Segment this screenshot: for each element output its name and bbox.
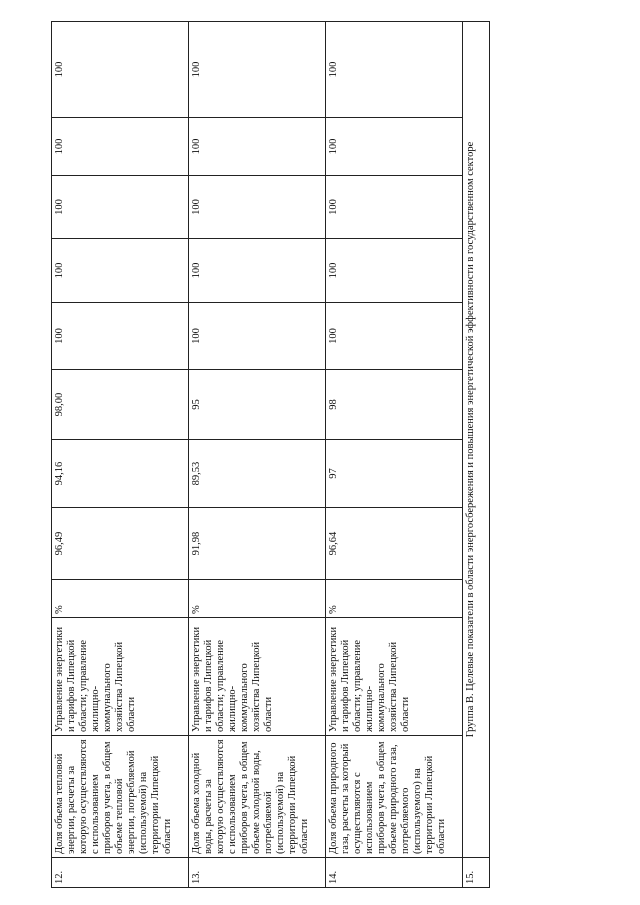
value-cell: 96,49 (52, 508, 189, 580)
row-number: 12. (52, 858, 189, 888)
row-number: 15. (463, 858, 490, 888)
rotated-table-page (51, 22, 489, 888)
value-cell: 100 (189, 22, 326, 118)
table-row (189, 22, 326, 888)
responsible-body: Управление энергетики и тарифов Липецкой области; управление жилищно-коммунального хозяйства Липецкой области (326, 618, 463, 736)
row-number: 14. (326, 858, 463, 888)
row-number: 13. (189, 858, 326, 888)
indicator-name: Доля объема природного газа, расчеты за который осуществляются с использованием приборов учета, в общем объеме природного газа, потребляемого (используемого) на территории Липецкой области (326, 736, 463, 858)
value-cell: 95 (189, 370, 326, 440)
group-header-row (463, 22, 490, 888)
table-row (326, 22, 463, 888)
value-cell: 100 (326, 303, 463, 370)
value-cell: 100 (189, 239, 326, 303)
value-cell: 100 (52, 176, 189, 239)
indicators-table (51, 21, 490, 888)
indicator-name: Доля объема холодной воды, расчеты за которую осуществляются с использованием приборов учета, в общем объеме холодной воды, потребляемой (используемой) на территории Липецкой области (189, 736, 326, 858)
value-cell: 91,98 (189, 508, 326, 580)
unit: % (52, 580, 189, 618)
value-cell: 100 (189, 118, 326, 176)
unit: % (189, 580, 326, 618)
value-cell: 100 (326, 22, 463, 118)
indicator-name: Доля объема тепловой энергии, расчеты за которую осуществляются с использованием приборов учета, в общем объеме тепловой энергии, потребляемой (используемой) на территории Липецкой области (52, 736, 189, 858)
value-cell: 98,00 (52, 370, 189, 440)
value-cell: 100 (326, 176, 463, 239)
value-cell: 100 (52, 303, 189, 370)
value-cell: 98 (326, 370, 463, 440)
responsible-body: Управление энергетики и тарифов Липецкой области; управление жилищно-коммунального хозяйства Липецкой области (189, 618, 326, 736)
value-cell: 89,53 (189, 440, 326, 508)
value-cell: 100 (326, 118, 463, 176)
value-cell: 97 (326, 440, 463, 508)
value-cell: 100 (326, 239, 463, 303)
value-cell: 94,16 (52, 440, 189, 508)
table-row (52, 22, 189, 888)
group-title: Группа В. Целевые показатели в области энергосбережения и повышения энергетической эффективности в государственном секторе (463, 22, 490, 858)
value-cell: 100 (52, 118, 189, 176)
value-cell: 96,64 (326, 508, 463, 580)
value-cell: 100 (52, 239, 189, 303)
value-cell: 100 (189, 176, 326, 239)
value-cell: 100 (52, 22, 189, 118)
unit: % (326, 580, 463, 618)
responsible-body: Управление энергетики и тарифов Липецкой области; управление жилищно-коммунального хозяйства Липецкой области (52, 618, 189, 736)
value-cell: 100 (189, 303, 326, 370)
